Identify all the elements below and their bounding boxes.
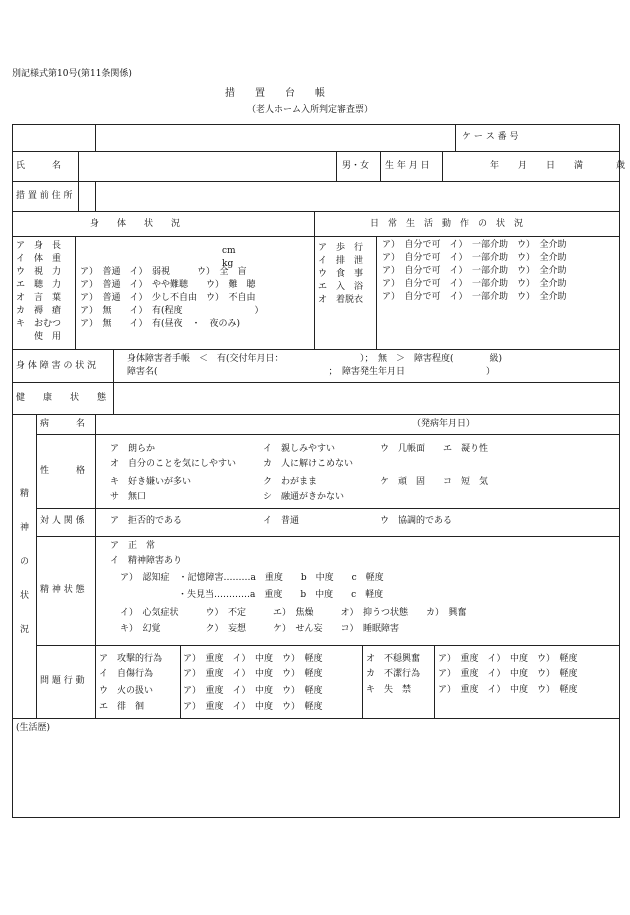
dementia-disorientation-line[interactable]: ・失見当…………a 重度 b 中度 c 軽度: [178, 590, 384, 600]
relations-options[interactable]: ア 拒否的である イ 普通 ウ 協調的である: [110, 516, 453, 526]
mental-side-label-5: 況: [20, 625, 30, 635]
speech-options[interactable]: ア） 普通 イ） 少し不自由 ウ） 不自由: [80, 293, 256, 303]
bedsore-options[interactable]: ア） 無 イ） 有(程度 ）: [80, 306, 264, 316]
adl-label-eating: ウ 食 事: [318, 269, 364, 279]
adl-options-eating[interactable]: ア） 自分で可 イ） 一部介助 ウ） 全介助: [382, 266, 567, 276]
adl-options-walking[interactable]: ア） 自分で可 イ） 一部介助 ウ） 全介助: [382, 240, 567, 250]
behavior-restless: オ 不穏興奮: [366, 654, 421, 664]
problem-behavior-label: 問 題 行 動: [40, 676, 85, 686]
mental-side-label-3: の: [20, 557, 30, 567]
mental-side-label-2: 神: [20, 523, 30, 533]
body-label-bedsore: カ 褥 瘡: [16, 306, 62, 316]
name-label: 氏 名: [16, 161, 62, 171]
form-number: 別記様式第10号(第11条関係): [12, 69, 132, 79]
mental-side-label-4: 状: [20, 591, 30, 601]
behavior-wandering: エ 徘 徊: [99, 702, 145, 712]
behavior-incontinence: キ 失 禁: [366, 685, 412, 695]
severity-fire[interactable]: ア） 重度 イ） 中度 ウ） 軽度: [183, 686, 323, 696]
disability-label: 身 体 障 害 の 状 況: [16, 361, 97, 371]
weight-unit: kg: [222, 259, 234, 269]
personality-line-1[interactable]: ア 朗らか イ 親しみやすい ウ 几帳面 エ 凝り性: [110, 444, 489, 454]
hearing-options[interactable]: ア） 普通 イ） やや難聴 ウ） 難 聴: [80, 280, 256, 290]
adl-header: 日 常 生 活 動 作 の 状 況: [370, 219, 524, 229]
adl-options-excretion[interactable]: ア） 自分で可 イ） 一部介助 ウ） 全介助: [382, 253, 567, 263]
page-subtitle: （老人ホーム入所判定審査票）: [247, 105, 374, 115]
life-history-label: (生活歴): [16, 723, 51, 733]
sex-options[interactable]: 男・女: [342, 161, 370, 171]
body-label-hearing: エ 聴 力: [16, 280, 62, 290]
body-label-height: ア 身 長: [16, 241, 62, 251]
symptoms-line-2[interactable]: キ） 幻覚 ク） 妄想 ケ） せん妄 コ） 睡眠障害: [120, 624, 400, 634]
severity-wandering[interactable]: ア） 重度 イ） 中度 ウ） 軽度: [183, 702, 323, 712]
disability-certificate-line[interactable]: 身体障害者手帳 ＜ 有(交付年月日： ）； 無 ＞ 障害程度( 級): [127, 354, 503, 364]
body-label-speech: オ 言 葉: [16, 293, 62, 303]
case-number-field[interactable]: [530, 126, 618, 149]
severity-restless[interactable]: ア） 重度 イ） 中度 ウ） 軽度: [438, 654, 578, 664]
health-field[interactable]: [115, 384, 618, 412]
prev-address-label: 措 置 前 住 所: [16, 191, 73, 201]
health-label: 健 康 状 態: [16, 393, 107, 403]
prev-address-field[interactable]: [97, 183, 617, 209]
adl-label-bathing: エ 入 浴: [318, 282, 364, 292]
vision-options[interactable]: ア） 普通 イ） 弱視 ウ） 全 盲: [80, 267, 247, 277]
behavior-fire: ウ 火の扱い: [99, 686, 154, 696]
birth-date-value: 年 月 日 満 歳: [490, 161, 630, 171]
personality-line-3[interactable]: キ 好き嫌いが多い ク わがまま ケ 頑 固 コ 短 気: [110, 477, 489, 487]
mental-state-label: 精 神 状 態: [40, 585, 85, 595]
diaper-options[interactable]: ア） 無 イ） 有(昼夜 ・ 夜のみ): [80, 319, 241, 329]
relations-label: 対 人 関 係: [40, 516, 85, 526]
behavior-aggressive: ア 攻撃的行為: [99, 654, 163, 664]
body-condition-header: 身 体 状 況: [90, 219, 181, 229]
personality-line-4[interactable]: サ 無口 シ 融通がきかない: [110, 492, 345, 502]
adl-label-excretion: イ 排 泄: [318, 256, 364, 266]
adl-options-bathing[interactable]: ア） 自分で可 イ） 一部介助 ウ） 全介助: [382, 279, 567, 289]
mental-state-disorder[interactable]: イ 精神障害あり: [110, 556, 183, 566]
personality-label: 性 格: [40, 466, 86, 476]
adl-label-dressing: オ 着脱衣: [318, 295, 364, 305]
life-history-field[interactable]: [14, 736, 618, 816]
birth-date-label: 生 年 月 日: [385, 161, 430, 171]
name-field[interactable]: [80, 153, 334, 179]
mental-side-label-1: 精: [20, 489, 30, 499]
case-number-label: ケ ー ス 番 号: [462, 132, 519, 142]
personality-line-2[interactable]: オ 自分のことを気にしやすい カ 人に解けこめない: [110, 459, 354, 469]
page-title: 措 置 台 帳: [225, 88, 325, 99]
adl-options-dressing[interactable]: ア） 自分で可 イ） 一部介助 ウ） 全介助: [382, 292, 567, 302]
height-unit: cm: [222, 246, 236, 256]
body-label-vision: ウ 視 力: [16, 267, 62, 277]
adl-label-walking: ア 歩 行: [318, 243, 364, 253]
mental-state-normal[interactable]: ア 正 常: [110, 541, 156, 551]
behavior-self-harm: イ 自傷行為: [99, 669, 154, 679]
body-label-weight: イ 体 重: [16, 254, 62, 264]
symptoms-line-1[interactable]: イ） 心気症状 ウ） 不定 エ） 焦燥 オ） 抑うつ状態 カ） 興奮: [120, 608, 467, 618]
disease-label: 病 名: [40, 419, 86, 429]
severity-self-harm[interactable]: ア） 重度 イ） 中度 ウ） 軽度: [183, 669, 323, 679]
disease-field[interactable]: [97, 416, 397, 432]
behavior-unclean: カ 不潔行為: [366, 669, 421, 679]
disability-name-line[interactable]: 障害名( ； 障害発生年月日 ）: [127, 367, 496, 377]
severity-aggressive[interactable]: ア） 重度 イ） 中度 ウ） 軽度: [183, 654, 323, 664]
severity-incontinence[interactable]: ア） 重度 イ） 中度 ウ） 軽度: [438, 685, 578, 695]
onset-date-label: （発病年月日）: [412, 419, 476, 429]
body-label-diaper: キ おむつ: [16, 319, 62, 329]
severity-unclean[interactable]: ア） 重度 イ） 中度 ウ） 軽度: [438, 669, 578, 679]
dementia-memory-line[interactable]: ア） 認知症 ・記憶障害………a 重度 b 中度 c 軽度: [120, 573, 384, 583]
body-label-diaper-use: 使 用: [34, 332, 62, 342]
